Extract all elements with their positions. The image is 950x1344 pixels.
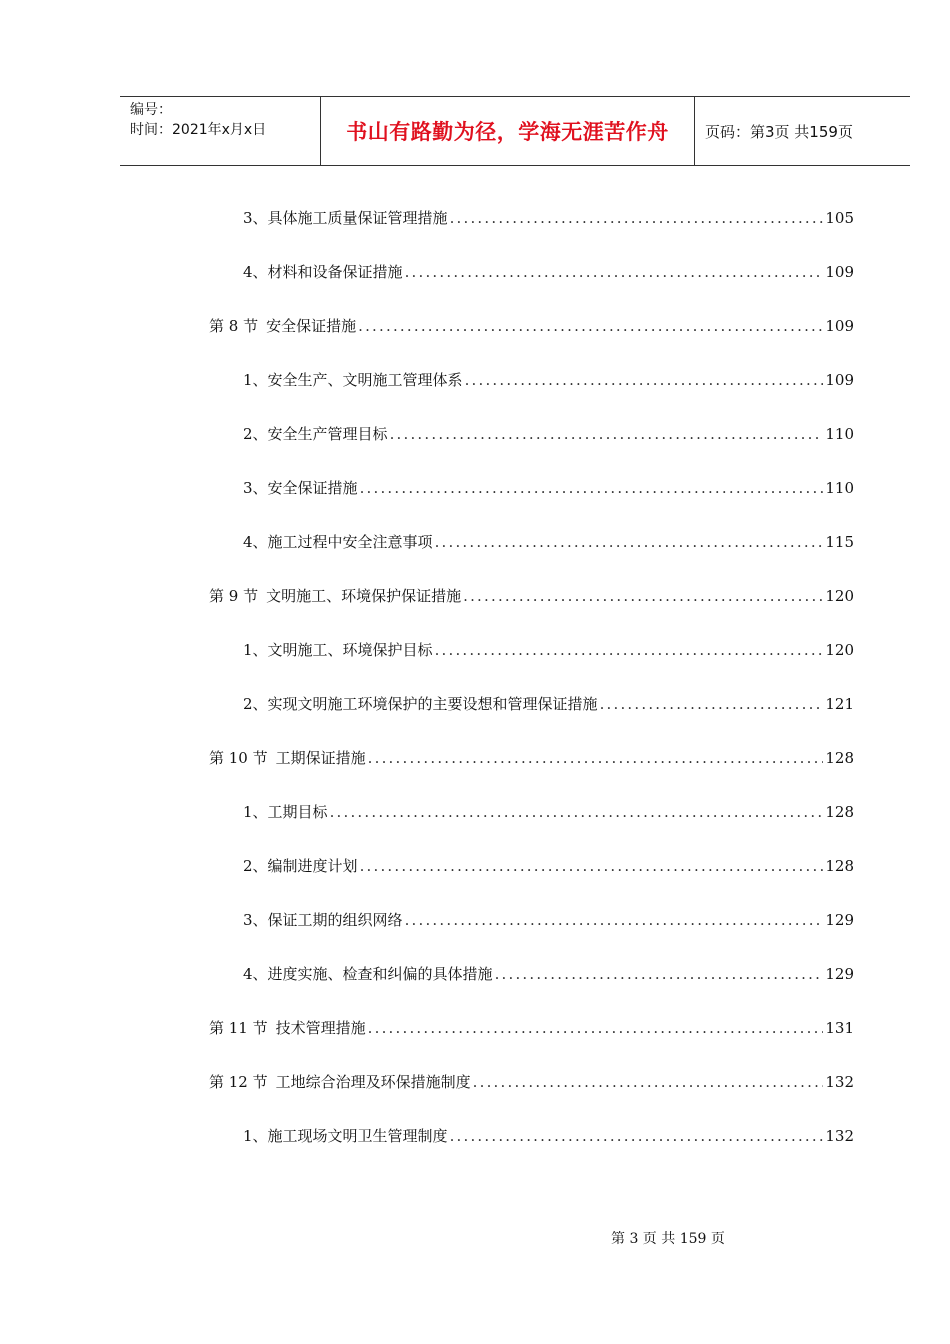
header-meta-cell <box>120 97 321 165</box>
toc-entry[interactable] <box>243 909 854 931</box>
toc-entry-number: 第 8 节 <box>209 317 259 335</box>
toc-entry-title: 工期目标 <box>267 803 328 821</box>
toc-dot-leader <box>473 1073 824 1091</box>
toc-entry-number: 第 9 节 <box>209 587 259 605</box>
toc-entry-number: 1、 <box>243 641 268 659</box>
toc-entry-page: 120 <box>825 587 854 605</box>
toc-entry-page: 128 <box>825 749 854 767</box>
toc-entry-page: 128 <box>825 803 854 821</box>
toc-entry-title: 文明施工、环境保护保证措施 <box>266 587 462 605</box>
toc-dot-leader <box>600 695 824 713</box>
toc-entry-title: 施工过程中安全注意事项 <box>267 533 433 551</box>
toc-entry-page: 121 <box>825 695 854 713</box>
toc-entry[interactable] <box>243 531 854 553</box>
toc-dot-leader <box>405 911 824 929</box>
toc-dot-leader <box>360 479 824 497</box>
toc-dot-leader <box>368 1019 824 1037</box>
toc-entry-number: 2、 <box>243 425 268 443</box>
toc-entry[interactable] <box>243 423 854 445</box>
toc-entry-page: 105 <box>825 209 854 227</box>
toc-dot-leader <box>463 587 823 605</box>
toc-entry-number: 3、 <box>243 479 268 497</box>
toc-entry-title: 材料和设备保证措施 <box>267 263 403 281</box>
toc-entry-title: 安全生产、文明施工管理体系 <box>267 371 463 389</box>
toc-entry-number: 4、 <box>243 533 268 551</box>
toc-entry-title: 具体施工质量保证管理措施 <box>267 209 448 227</box>
toc-entry-number: 2、 <box>243 695 268 713</box>
toc-entry-number: 第 11 节 <box>209 1019 268 1037</box>
toc-dot-leader <box>360 857 824 875</box>
toc-entry-page: 109 <box>825 263 854 281</box>
toc-entry[interactable] <box>209 585 854 607</box>
toc-entry[interactable] <box>243 261 854 283</box>
toc-dot-leader <box>450 209 824 227</box>
footer-page-text: 第 3 页 共 159 页 <box>611 1231 725 1247</box>
toc-entry[interactable] <box>243 801 854 823</box>
toc-entry-title: 安全保证措施 <box>266 317 357 335</box>
toc-entry-number: 第 12 节 <box>209 1073 268 1091</box>
toc-entry-page: 129 <box>825 965 854 983</box>
toc-entry-number: 1、 <box>243 803 268 821</box>
toc-entry-page: 129 <box>825 911 854 929</box>
toc-entry-page: 109 <box>825 371 854 389</box>
toc-entry[interactable] <box>243 369 854 391</box>
toc-entry-page: 132 <box>825 1073 854 1091</box>
page-header <box>120 96 910 166</box>
toc-dot-leader <box>465 371 824 389</box>
header-motto: 书山有路勤为径，学海无涯苦作舟 <box>321 97 695 165</box>
toc-entry-number: 4、 <box>243 965 268 983</box>
toc-dot-leader <box>368 749 824 767</box>
toc-entry[interactable] <box>209 1017 854 1039</box>
toc-entry[interactable] <box>243 477 854 499</box>
toc-entry-page: 110 <box>825 425 854 443</box>
toc-entry-number: 1、 <box>243 1127 268 1145</box>
toc-entry[interactable] <box>243 1125 854 1147</box>
toc-entry-title: 工期保证措施 <box>275 749 366 767</box>
toc-dot-leader <box>405 263 824 281</box>
toc-entry-title: 施工现场文明卫生管理制度 <box>267 1127 448 1145</box>
toc-entry[interactable] <box>243 207 854 229</box>
toc-dot-leader <box>358 317 823 335</box>
toc-entry-number: 1、 <box>243 371 268 389</box>
toc-entry-page: 131 <box>825 1019 854 1037</box>
toc-entry-number: 2、 <box>243 857 268 875</box>
toc-entry-page: 128 <box>825 857 854 875</box>
document-number-label: 编号： <box>130 102 172 118</box>
toc-entry-title: 安全生产管理目标 <box>267 425 388 443</box>
toc-entry-title: 安全保证措施 <box>267 479 358 497</box>
toc-entry[interactable] <box>209 315 854 337</box>
document-time-label: 时间：2021年x月x日 <box>130 122 267 138</box>
toc-entry-page: 110 <box>825 479 854 497</box>
header-page-number: 页码：第3页 共159页 <box>705 122 853 141</box>
toc-entry[interactable] <box>209 747 854 769</box>
toc-entry[interactable] <box>243 639 854 661</box>
toc-entry-title: 编制进度计划 <box>267 857 358 875</box>
toc-entry-page: 132 <box>825 1127 854 1145</box>
toc-entry[interactable] <box>243 693 854 715</box>
toc-entry-number: 第 10 节 <box>209 749 268 767</box>
toc-entry-title: 实现文明施工环境保护的主要设想和管理保证措施 <box>267 695 598 713</box>
toc-entry-title: 文明施工、环境保护目标 <box>267 641 433 659</box>
toc-entry-number: 4、 <box>243 263 268 281</box>
toc-entry-number: 3、 <box>243 209 268 227</box>
toc-entry-title: 进度实施、检查和纠偏的具体措施 <box>267 965 493 983</box>
toc-entry-title: 技术管理措施 <box>275 1019 366 1037</box>
toc-dot-leader <box>435 533 824 551</box>
toc-entry[interactable] <box>243 855 854 877</box>
toc-entry-number: 3、 <box>243 911 268 929</box>
toc-dot-leader <box>390 425 824 443</box>
toc-entry[interactable] <box>243 963 854 985</box>
toc-dot-leader <box>495 965 824 983</box>
toc-entry-title: 保证工期的组织网络 <box>267 911 403 929</box>
toc-entry[interactable] <box>209 1071 854 1093</box>
toc-entry-title: 工地综合治理及环保措施制度 <box>275 1073 471 1091</box>
toc-dot-leader <box>330 803 824 821</box>
toc-dot-leader <box>435 641 824 659</box>
toc-entry-page: 115 <box>825 533 854 551</box>
toc-entry-page: 109 <box>825 317 854 335</box>
toc-entry-page: 120 <box>825 641 854 659</box>
toc-dot-leader <box>450 1127 824 1145</box>
